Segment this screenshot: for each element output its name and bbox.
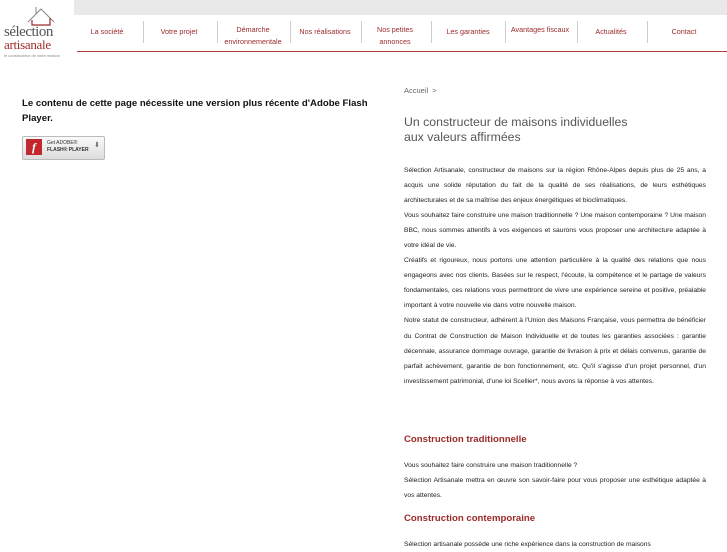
flash-button-line1: Get ADOBE® (47, 140, 78, 146)
nav-item-projet[interactable]: Votre projet (160, 27, 198, 36)
nav-item-societe[interactable]: La société (90, 27, 124, 36)
nav-item-annonces[interactable]: Nos petites annonces (377, 25, 413, 46)
flash-required-message: Le contenu de cette page nécessite une version plus récente d'Adobe Flash Player. (22, 98, 368, 124)
breadcrumb-home[interactable]: Accueil (404, 86, 429, 95)
flash-icon: f (26, 139, 42, 155)
nav-item-demarche[interactable]: Démarche environnementale (224, 25, 282, 46)
logo-tagline: le constructeur de votre maison (4, 53, 60, 58)
page-title-line2: aux valeurs affirmées (404, 130, 521, 144)
nav-item-realisations[interactable]: Nos réalisations (299, 27, 351, 36)
nav-item-garanties[interactable]: Les garanties (446, 27, 490, 36)
paragraph: Notre statut de constructeur, adhérent à l'Union des Maisons Française, vous permettra de bénéficier du Contrat de Construction de Maison Individuelle et de toutes les garanties associées : garantie décennale, assurance dommage ouvrage, garantie de livraison à prix et délais convenus, garantie de parfait achèvement, garantie de bon fonctionnement, etc. Qu'il s'agisse d'un projet personnel, d'un investissement patrimonial, d'une loi Scellier*, nous avons la réponse à vos attentes. (404, 317, 706, 385)
breadcrumb-separator: > (432, 86, 437, 95)
nav-item-actualites[interactable]: Actualités (595, 27, 627, 36)
breadcrumb (404, 86, 437, 95)
section-title-traditionnelle: Construction traditionnelle (404, 434, 527, 445)
paragraph: Créatifs et rigoureux, nous portons une attention particulière à la qualité des relations que nous engageons avec nos clients. Basées sur le respect, l'écoute, la compétence et le partage de valeurs fondamentales, ces relations vous permettront de vivre une expérience sereine et positive, préalable important à votre nouvelle vie dans votre nouvelle maison. (404, 257, 706, 310)
nav-item-contact[interactable]: Contact (671, 27, 697, 36)
page-title (404, 115, 704, 145)
page-title-line1: Un constructeur de maisons individuelles (404, 115, 628, 129)
paragraph: Sélection Artisanale mettra en œuvre son savoir-faire pour vous proposer une esthétique adaptée à vos attentes. (404, 477, 706, 499)
get-flash-player-button[interactable] (22, 136, 105, 160)
top-bar (74, 0, 727, 15)
paragraph: Vous souhaitez faire construire une maison traditionnelle ? (404, 462, 578, 469)
logo[interactable] (0, 0, 74, 62)
house-icon (26, 4, 56, 26)
section-text-contemporaine: Sélection artisanale possède une riche expérience dans la construction de maisons (404, 541, 651, 548)
download-arrow-icon: ⬇ (94, 142, 100, 149)
logo-line2: artisanale (4, 37, 51, 52)
intro-text (404, 163, 706, 389)
logo-line1: sélection (4, 24, 53, 40)
main-nav (77, 21, 727, 52)
nav-item-fiscaux[interactable]: Avantages fiscaux (510, 25, 570, 34)
flash-button-line2: FLASH® PLAYER (47, 147, 89, 153)
paragraph: Vous souhaitez faire construire une maison traditionnelle ? Une maison contemporaine ? Une maison BBC, nous sommes attentifs à vos exigences et saurons vous proposer une architecture adaptée à votre idéal de vie. (404, 212, 706, 250)
section-text-traditionnelle (404, 458, 706, 503)
section-title-contemporaine: Construction contemporaine (404, 513, 536, 524)
paragraph: Sélection Artisanale, constructeur de maisons sur la région Rhône-Alpes depuis plus de 25 ans, a acquis une solide réputation du fait de la qualité de ses réalisations, de leurs esthétiques architecturales et de sa maîtrise des enjeux énergétiques et bioclimatiques. (404, 167, 706, 205)
